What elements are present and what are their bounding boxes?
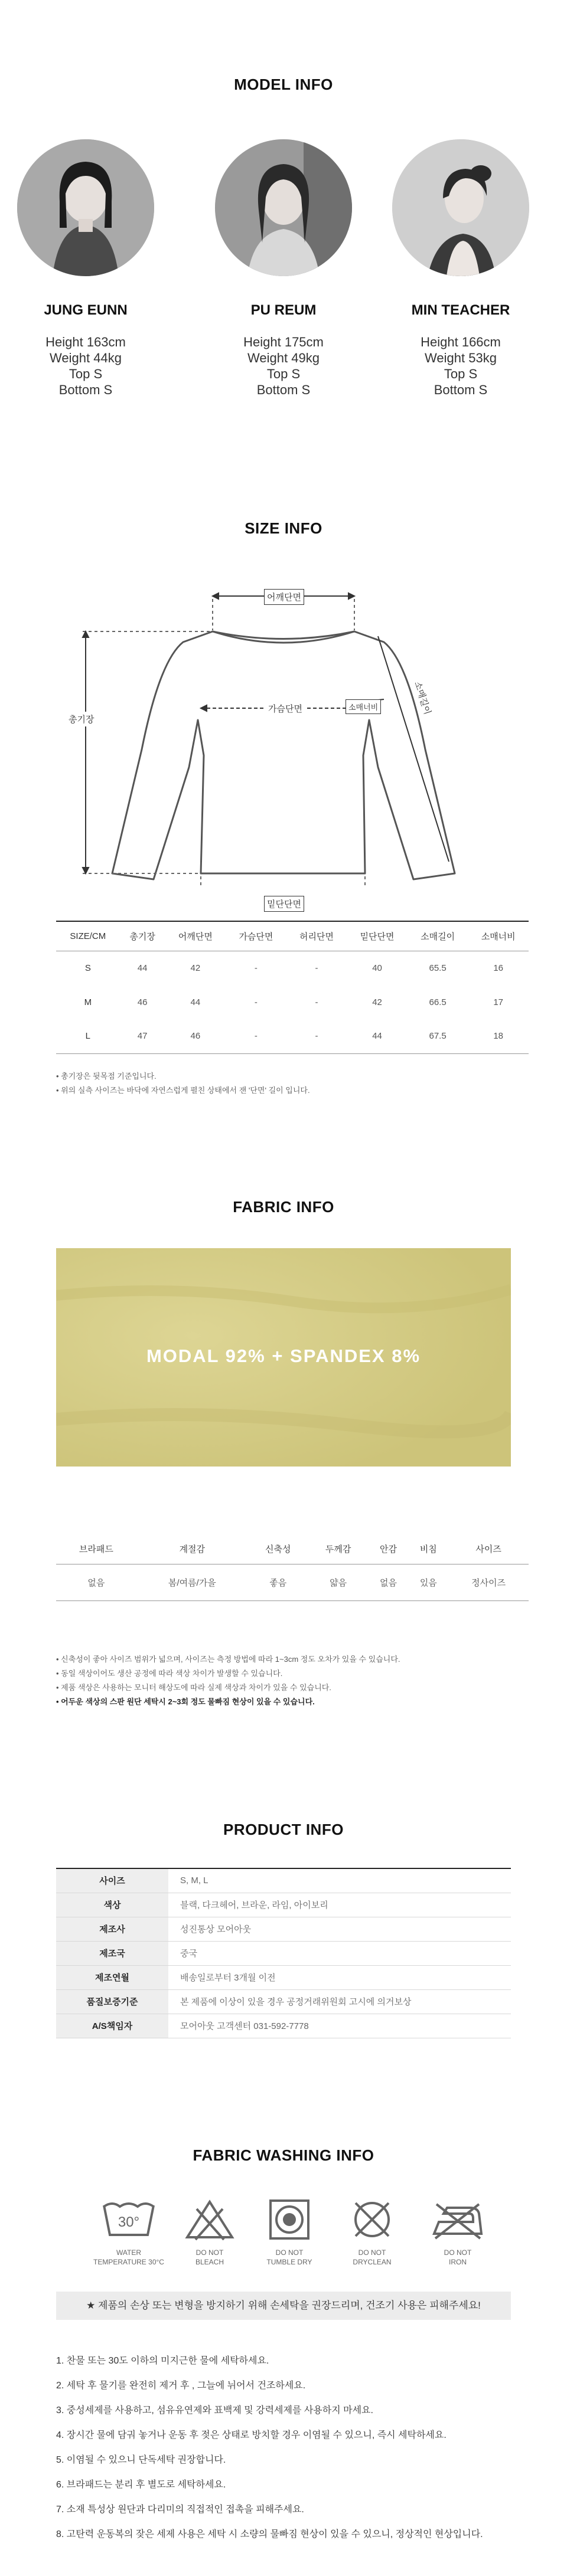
size-table: [56, 921, 529, 1054]
size-info-title: SIZE INFO: [245, 519, 322, 537]
washing-steps-list: [56, 2349, 483, 2547]
size-diagram: [0, 572, 567, 885]
model-stats: Height 163cm Weight 44kg Top S Bottom S: [45, 335, 126, 397]
no-tumble-dry-icon: [260, 2198, 319, 2241]
no-bleach-item: DO NOT BLEACH: [174, 2198, 245, 2267]
fabric-swatch: [56, 1248, 511, 1467]
list-item: 8. 고탄력 운동복의 잦은 세제 사용은 세탁 시 소량의 물빠짐 현상이 있을 수 있으니, 정상적인 현상입니다.: [56, 2529, 483, 2539]
list-item: 5. 이염될 수 있으니 단독세탁 권장합니다.: [56, 2455, 226, 2465]
washing-warning-banner: ★ 제품의 손상 또는 변형을 방지하기 위해 손세탁을 권장드리며, 건조기 사용은 피해주세요!: [56, 2292, 511, 2320]
table-header-row: SIZE/CM 총기장 어깨단면 가슴단면 허리단면 밑단단면 소매길이 소매너비: [56, 921, 529, 951]
wash-30-icon: [99, 2198, 158, 2241]
table-row: 품질보증기준 본 제품에 이상이 있을 경우 공정거래위원회 고시에 의거보상: [56, 1989, 511, 2014]
model-card-1: [9, 139, 162, 398]
model-photo: [17, 139, 154, 276]
hem-label: 밑단단면: [264, 896, 304, 912]
no-iron-item: DO NOT IRON: [422, 2198, 493, 2267]
sleeve-width-label: 소매너비: [346, 699, 381, 714]
table-row: 제조사 성진통상 모어아웃: [56, 1917, 511, 1941]
model-stats: Height 166cm Weight 53kg Top S Bottom S: [421, 335, 501, 397]
table-row: 제조연월 배송일로부터 3개월 이전: [56, 1965, 511, 1989]
table-header-row: 브라패드 계절감 신축성 두께감 안감 비침 사이즈: [56, 1534, 529, 1564]
table-row: L 47 46 - - 44 67.5 18: [56, 1019, 529, 1053]
chest-label: 가슴단면: [266, 701, 305, 716]
list-item: 2. 세탁 후 물기를 완전히 제거 후 , 그늘에 뉘어서 건조하세요.: [56, 2381, 306, 2391]
fabric-composition: MODAL 92% + SPANDEX 8%: [146, 1346, 421, 1366]
no-tumble-dry-item: DO NOT TUMBLE DRY: [254, 2198, 325, 2267]
fabric-attribute-table: [56, 1534, 529, 1601]
length-label: 총기장: [66, 712, 96, 726]
table-row: S 44 42 - - 40 65.5 16: [84, 963, 504, 973]
garment-outline-icon: [0, 572, 567, 885]
shoulder-label: 어깨단면: [264, 589, 304, 605]
table-row: 사이즈 S, M, L: [56, 1868, 511, 1893]
model-card-3: [384, 139, 537, 398]
no-iron-icon: [428, 2198, 487, 2241]
table-row: A/S책임자 모어아웃 고객센터 031-592-7778: [56, 2014, 511, 2038]
product-info-title: PRODUCT INFO: [223, 1821, 344, 1838]
model-stats: Height 175cm Weight 49kg Top S Bottom S: [243, 335, 324, 397]
size-notes: • 총기장은 뒷목점 기준입니다. • 위의 실측 사이즈는 바닥에 자연스럽게 펼친 상태에서 잰 '단면' 길이 입니다.: [56, 1072, 310, 1095]
table-row: M 46 44 - - 42 66.5 17: [84, 997, 504, 1007]
fabric-notes: • 신축성이 좋아 사이즈 범위가 넓으며, 사이즈는 측정 방법에 따라 1~3cm 정도 오차가 있을 수 있습니다. • 동일 색상이어도 생산 공정에 따라 색상 차이가 발생할 수 있습니다. • 제품 색상은 사용하는 모니터 해상도에 따라 실제 색상과 차이가 있을 수 있습니다. • 어두운 색상의 스판 원단 세탁시 2~3회 정도 물빠짐 현상이 있을 수 있습니다.: [56, 1655, 400, 1706]
model-photo: [392, 139, 529, 276]
list-item: 6. 브라패드는 분리 후 별도로 세탁하세요.: [56, 2480, 226, 2490]
table-row: 없음 봄/여름/가을 좋음 얇음 없음 있음 정사이즈: [56, 1564, 529, 1600]
product-info-table: [56, 1868, 511, 2038]
list-item: 7. 소재 특성상 원단과 다리미의 직접적인 접촉을 피해주세요.: [56, 2505, 304, 2515]
wash-30-item: 30° WATER TEMPERATURE 30°C: [93, 2198, 164, 2267]
model-name: MIN TEACHER: [411, 302, 510, 318]
model-name: JUNG EUNN: [44, 302, 128, 318]
list-item: 3. 중성세제를 사용하고, 섬유유연제와 표백제 및 강력세제를 사용하지 마세요.: [56, 2405, 373, 2415]
list-item: 4. 장시간 물에 담궈 놓거나 운동 후 젖은 상태로 방치할 경우 이염될 수 있으니, 즉시 세탁하세요.: [56, 2430, 447, 2440]
table-row: 제조국 중국: [56, 1941, 511, 1965]
list-item: 1. 찬물 또는 30도 이하의 미지근한 물에 세탁하세요.: [56, 2356, 269, 2366]
sleeve-length-label: 소매길이: [410, 677, 436, 718]
washing-info-title: FABRIC WASHING INFO: [193, 2146, 374, 2164]
table-row: 색상 블랙, 다크헤어, 브라운, 라임, 아이보리: [56, 1893, 511, 1917]
model-name: PU REUM: [250, 302, 317, 318]
model-photo: [215, 139, 352, 276]
no-bleach-icon: [180, 2198, 239, 2241]
no-dryclean-icon: [343, 2198, 402, 2241]
svg-text:30°: 30°: [118, 2214, 140, 2230]
model-info-title: MODEL INFO: [234, 76, 333, 93]
no-dryclean-item: DO NOT DRYCLEAN: [337, 2198, 408, 2267]
model-card-2: [207, 139, 360, 398]
fabric-info-title: FABRIC INFO: [233, 1198, 334, 1216]
